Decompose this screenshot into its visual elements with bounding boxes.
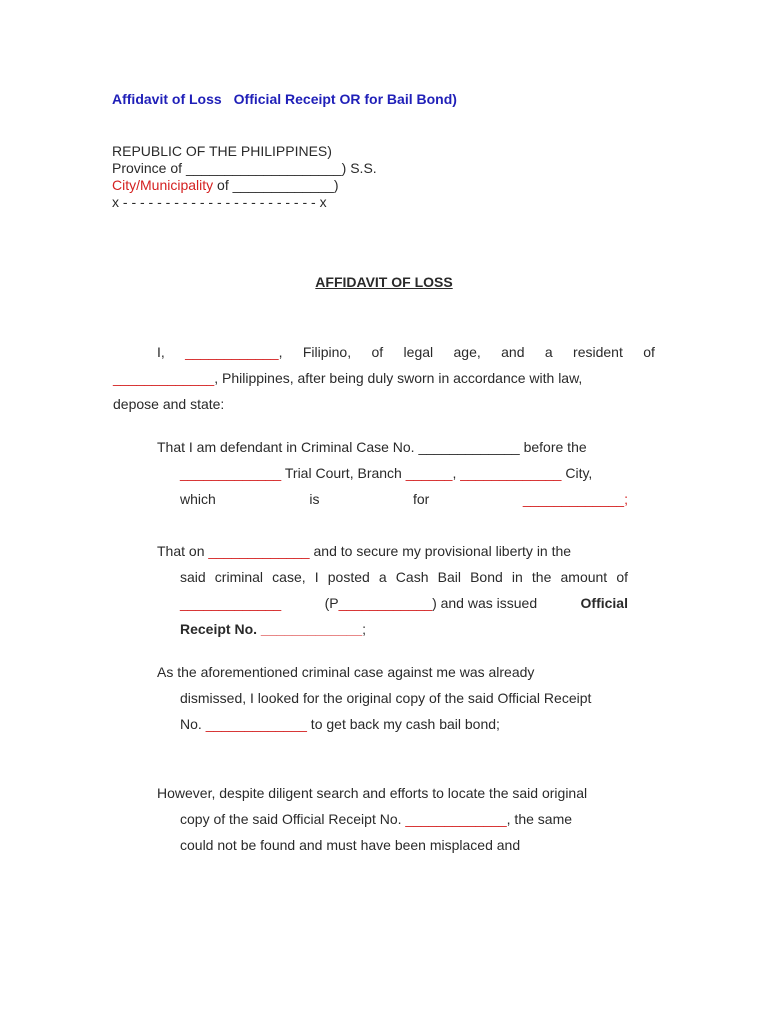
para4-text: to get back my cash bail bond; (306, 716, 500, 732)
peso-prefix: (P (324, 595, 339, 611)
branch-blank: ______ (405, 465, 453, 481)
para1-line2 (113, 365, 655, 391)
ss-label: S.S. (350, 160, 377, 176)
caption-republic: REPUBLIC OF THE PHILIPPINES) (112, 143, 332, 159)
para5-line3: could not be found and must have been misplaced and (180, 837, 521, 853)
para1-line2-text: , Philippines, after being duly sworn in accordance with law, (214, 370, 583, 386)
para1-word: a (544, 344, 553, 360)
para3-text: ) and was issued (432, 595, 538, 611)
heading-text: AFFIDAVIT OF LOSS (315, 274, 453, 290)
para5-line2 (180, 806, 572, 832)
title-part-2: Official Receipt OR for Bail Bond) (233, 91, 457, 107)
para1-word: legal (403, 344, 434, 360)
court-blank: _____________ (180, 465, 282, 481)
para2-line3 (180, 486, 628, 512)
para5-text: , the same (506, 811, 573, 827)
para2-word: is (309, 491, 320, 507)
para2-text: before the (519, 439, 587, 455)
residence-blank: _____________ (113, 370, 215, 386)
province-blank: ____________________) (185, 160, 347, 176)
para4-line2: dismissed, I looked for the original copy of the said Official Receipt (180, 690, 592, 706)
city-blank: _____________ (460, 465, 562, 481)
city-blank: of _____________) (213, 177, 339, 193)
para4-line1: As the aforementioned criminal case against me was already (157, 664, 535, 680)
para2-word: which (180, 491, 216, 507)
para1-word: Filipino, (302, 344, 352, 360)
amount-figure-group (325, 590, 538, 616)
para3-line2: said criminal case, I posted a Cash Bail Bond in the amount of (180, 569, 628, 585)
date-blank: _____________ (208, 543, 310, 559)
receipt-no-label: Receipt No. (180, 621, 261, 637)
caption-city (112, 177, 338, 194)
para3-line3 (180, 590, 628, 616)
para1-word: of (371, 344, 384, 360)
caption-divider: x - - - - - - - - - - - - - - - - - - - - - - - x (112, 194, 327, 210)
para2-line1 (157, 434, 587, 460)
document-title (112, 91, 457, 107)
para4-text: No. (180, 716, 206, 732)
para1-word: and (501, 344, 525, 360)
caption-province (112, 160, 377, 177)
para3-line1 (157, 538, 571, 564)
para2-word: for (412, 491, 430, 507)
para3-text: That on (157, 543, 209, 559)
official-label: Official (580, 595, 628, 611)
para1-comma: , (278, 344, 283, 360)
para1-line1 (157, 339, 655, 365)
para2-text: City, (561, 465, 593, 481)
para5-text: copy of the said Official Receipt No. (180, 811, 406, 827)
para5-line1: However, despite diligent search and efforts to locate the said original (157, 785, 588, 801)
para1-word: resident (573, 344, 623, 360)
affiant-name-blank: ____________ (185, 344, 279, 360)
para1-line3: depose and state: (113, 396, 225, 412)
affidavit-heading (0, 274, 768, 290)
para3-text: ; (362, 621, 367, 637)
amount-words-blank: _____________ (180, 595, 282, 611)
amount-figure-blank: ____________ (338, 595, 433, 611)
receipt-no-blank: _____________ (260, 621, 363, 637)
para1-name-group (185, 339, 282, 365)
para1-word: age, (453, 344, 481, 360)
para2-text: , (452, 465, 461, 481)
title-part-1: Affidavit of Loss (112, 91, 222, 107)
para2-text: Trial Court, Branch (281, 465, 406, 481)
criminal-case-blank: _____________ (418, 439, 520, 455)
para4-line3 (180, 711, 500, 737)
para3-line4 (180, 616, 366, 642)
para3-text: and to secure my provisional liberty in the (309, 543, 572, 559)
offense-blank: _____________; (522, 491, 628, 507)
receipt-number-blank-2: _____________ (405, 811, 507, 827)
city-municipality-label: City/Municipality (112, 177, 214, 193)
receipt-number-blank: _____________ (205, 716, 307, 732)
para2-line2 (180, 460, 592, 486)
para1-word: I, (157, 344, 165, 360)
province-label: Province of (112, 160, 183, 176)
para1-word: of (643, 344, 655, 360)
para2-text: That I am defendant in Criminal Case No. (157, 439, 419, 455)
